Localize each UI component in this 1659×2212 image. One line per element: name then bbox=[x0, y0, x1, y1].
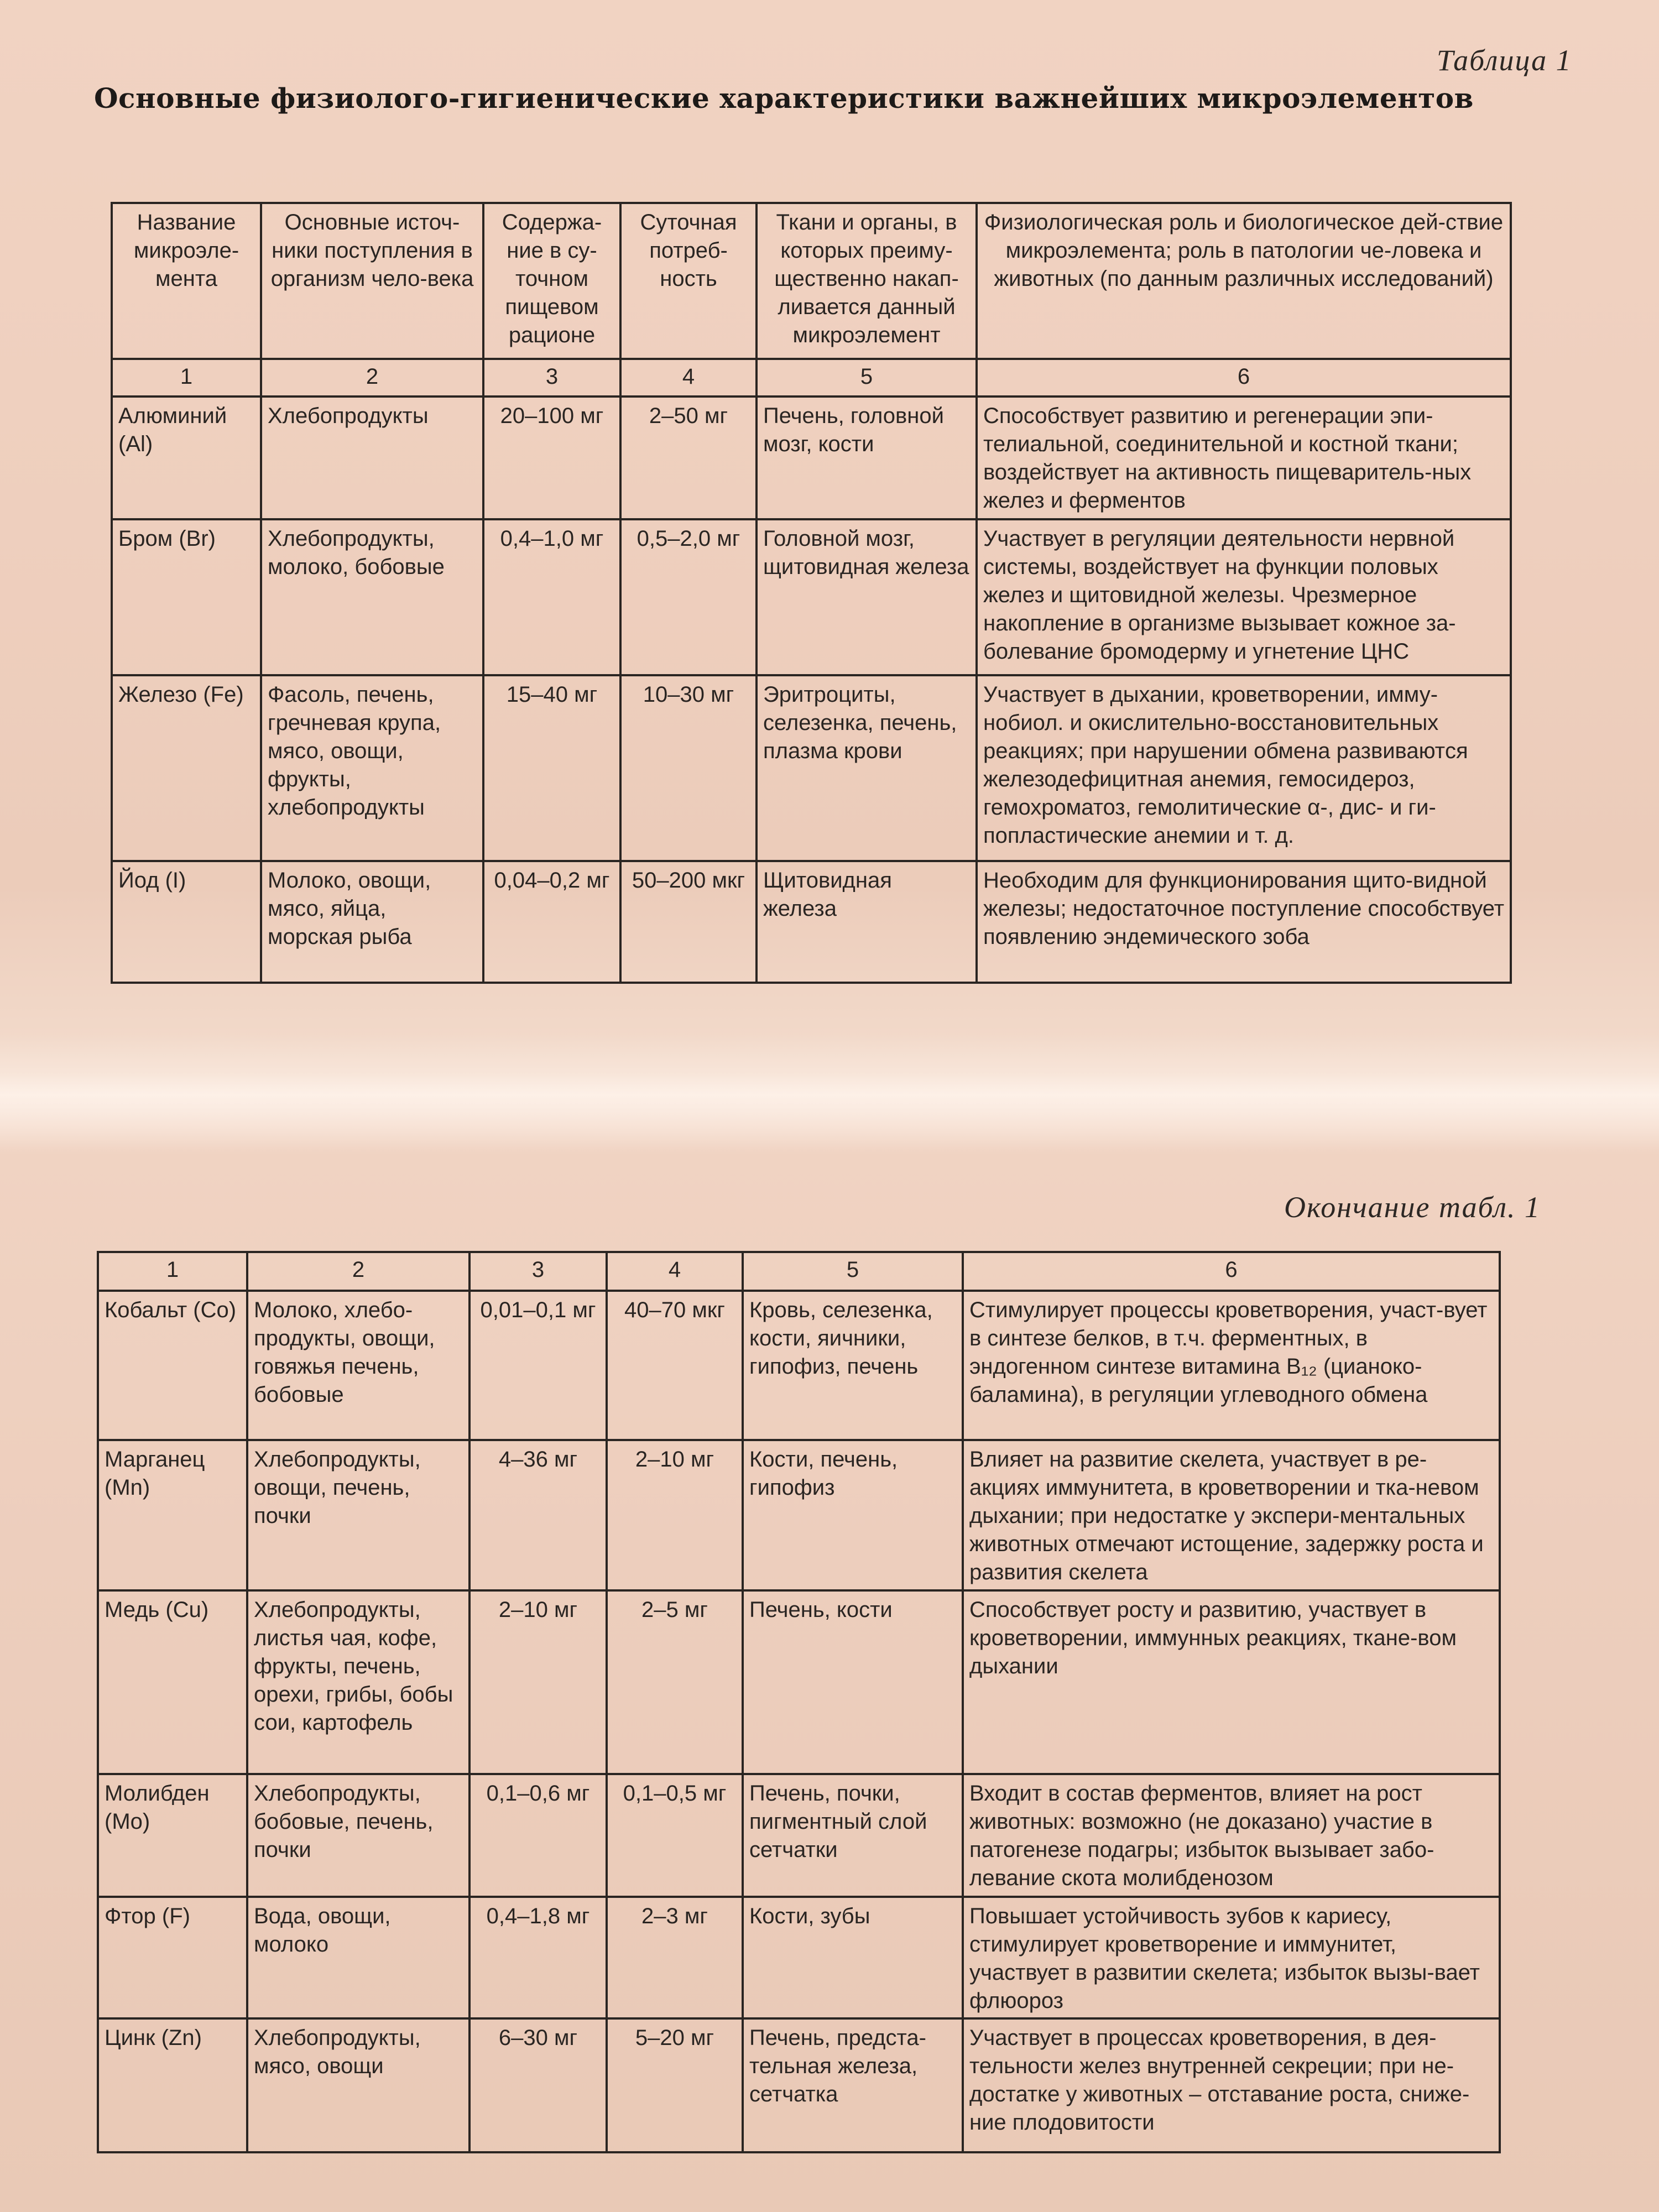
element-sources: Хлебопродукты bbox=[261, 397, 483, 519]
table-row bbox=[98, 2018, 1500, 2152]
element-sources: Фасоль, печень, гречневая крупа, мясо, овощи, фрукты, хлебопродукты bbox=[261, 675, 483, 861]
element-content: 0,04–0,2 мг bbox=[483, 861, 620, 983]
header-cell-sources: Основные источ-ники поступления в организм чело-века bbox=[261, 203, 483, 359]
element-role: Влияет на развитие скелета, участвует в ре-акциях иммунитета, в кроветворении и тка-невом дыхании; при недостатке у экспери-ментальных животных отмечают истощение, задержку роста и развития скелета bbox=[963, 1440, 1500, 1590]
element-need: 2–50 мг bbox=[620, 397, 757, 519]
table-continuation-label: Окончание табл. 1 bbox=[1284, 1191, 1541, 1224]
header-cell-content: Содержа-ние в су-точном пищевом рационе bbox=[483, 203, 620, 359]
element-content: 0,4–1,0 мг bbox=[483, 519, 620, 675]
column-number: 3 bbox=[469, 1252, 607, 1291]
element-sources: Молоко, овощи, мясо, яйца, морская рыба bbox=[261, 861, 483, 983]
element-name: Медь (Cu) bbox=[98, 1590, 247, 1774]
element-sources: Хлебопродукты, молоко, бобовые bbox=[261, 519, 483, 675]
element-content: 0,4–1,8 мг bbox=[469, 1897, 607, 2018]
table-row bbox=[98, 1440, 1500, 1590]
table-row bbox=[112, 519, 1511, 675]
element-name: Йод (I) bbox=[112, 861, 261, 983]
element-need: 2–3 мг bbox=[607, 1897, 743, 2018]
element-content: 6–30 мг bbox=[469, 2018, 607, 2152]
header-cell-name: Название микроэле-мента bbox=[112, 203, 261, 359]
element-need: 5–20 мг bbox=[607, 2018, 743, 2152]
element-need: 2–10 мг bbox=[607, 1440, 743, 1590]
element-tissues: Печень, предста-тельная железа, сетчатка bbox=[743, 2018, 963, 2152]
column-number: 1 bbox=[112, 359, 261, 397]
element-tissues: Печень, кости bbox=[743, 1590, 963, 1774]
element-need: 50–200 мкг bbox=[620, 861, 757, 983]
header-cell-need: Суточная потреб-ность bbox=[620, 203, 757, 359]
element-content: 15–40 мг bbox=[483, 675, 620, 861]
header-cell-role: Физиологическая роль и биологическое дей-ствие микроэлемента; роль в патологии че-ловека и животных (по данным различных исследований) bbox=[977, 203, 1511, 359]
table-row bbox=[112, 397, 1511, 519]
column-number: 6 bbox=[963, 1252, 1500, 1291]
column-number: 5 bbox=[743, 1252, 963, 1291]
column-number-row bbox=[98, 1252, 1500, 1291]
element-name: Марганец (Mn) bbox=[98, 1440, 247, 1590]
element-role: Участвует в дыхании, кроветворении, имму-нобиол. и окислительно-восстановительных реакциях; при нарушении обмена развиваютcя железодефицитная анемия, гемосидероз, гемохроматоз, гемолитические α-, дис- и ги-попластические анемии и т. д. bbox=[977, 675, 1511, 861]
element-name: Алюминий (Al) bbox=[112, 397, 261, 519]
microelements-table-part-1 bbox=[111, 202, 1512, 984]
element-role: Способствует росту и развитию, участвует в кроветворении, иммунных реакциях, ткане-вом дыхании bbox=[963, 1590, 1500, 1774]
element-need: 40–70 мкг bbox=[607, 1291, 743, 1440]
element-need: 0,1–0,5 мг bbox=[607, 1774, 743, 1897]
element-tissues: Печень, почки, пигментный слой сетчатки bbox=[743, 1774, 963, 1897]
element-role: Входит в состав ферментов, влияет на рост животных: возможно (не доказано) участие в патогенезе подагры; избыток вызывает забо-левание скота молибденозом bbox=[963, 1774, 1500, 1897]
column-number: 2 bbox=[261, 359, 483, 397]
element-role: Участвует в процессах кроветворения, в дея-тельности желез внутренней секреции; при не-достатке у животных – отставание роста, сниже-ние плодовитости bbox=[963, 2018, 1500, 2152]
column-number: 2 bbox=[247, 1252, 469, 1291]
table-row bbox=[112, 675, 1511, 861]
element-role: Повышает устойчивость зубов к кариесу, стимулирует кроветворение и иммунитет, участвует в развитии скелета; избыток вызы-вает флюороз bbox=[963, 1897, 1500, 2018]
element-tissues: Эритроциты, селезенка, печень, плазма крови bbox=[757, 675, 977, 861]
header-cell-tissues: Ткани и органы, в которых преиму-щественно накап-ливается данный микроэлемент bbox=[757, 203, 977, 359]
column-number: 4 bbox=[607, 1252, 743, 1291]
element-name: Кобальт (Co) bbox=[98, 1291, 247, 1440]
element-tissues: Кровь, селезенка, кости, яичники, гипофиз, печень bbox=[743, 1291, 963, 1440]
column-number: 4 bbox=[620, 359, 757, 397]
element-name: Фтор (F) bbox=[98, 1897, 247, 2018]
table-label: Таблица 1 bbox=[1437, 44, 1572, 77]
element-role: Стимулирует процессы кроветворения, участ-вует в синтезе белков, в т.ч. ферментных, в эндогенном синтезе витамина B₁₂ (цианоко-баламина), в регуляции углеводного обмена bbox=[963, 1291, 1500, 1440]
element-name: Бром (Br) bbox=[112, 519, 261, 675]
element-content: 0,1–0,6 мг bbox=[469, 1774, 607, 1897]
page-fold bbox=[0, 1034, 1659, 1156]
column-number: 1 bbox=[98, 1252, 247, 1291]
element-content: 20–100 мг bbox=[483, 397, 620, 519]
column-number: 3 bbox=[483, 359, 620, 397]
element-tissues: Кости, зубы bbox=[743, 1897, 963, 2018]
microelements-table-part-2 bbox=[97, 1251, 1501, 2153]
element-content: 4–36 мг bbox=[469, 1440, 607, 1590]
table-row bbox=[112, 861, 1511, 983]
element-sources: Молоко, хлебо-продукты, овощи, говяжья печень, бобовые bbox=[247, 1291, 469, 1440]
element-tissues: Головной мозг, щитовидная железа bbox=[757, 519, 977, 675]
element-name: Цинк (Zn) bbox=[98, 2018, 247, 2152]
table-heading: Основные физиолого-гигиенические характеристики важнейших микроэлементов bbox=[94, 82, 1474, 114]
element-role: Участвует в регуляции деятельности нервной системы, воздействует на функции половых желез и щитовидной железы. Чрезмерное накопление в организме вызывает кожное за-болевание бромодерму и угнетение ЦНС bbox=[977, 519, 1511, 675]
element-tissues: Печень, головной мозг, кости bbox=[757, 397, 977, 519]
column-number: 6 bbox=[977, 359, 1511, 397]
element-sources: Хлебопродукты, бобовые, печень, почки bbox=[247, 1774, 469, 1897]
column-number-row bbox=[112, 359, 1511, 397]
table-row bbox=[98, 1774, 1500, 1897]
element-tissues: Щитовидная железа bbox=[757, 861, 977, 983]
element-sources: Хлебопродукты, овощи, печень, почки bbox=[247, 1440, 469, 1590]
column-number: 5 bbox=[757, 359, 977, 397]
element-sources: Вода, овощи, молоко bbox=[247, 1897, 469, 2018]
table-row bbox=[98, 1897, 1500, 2018]
element-tissues: Кости, печень, гипофиз bbox=[743, 1440, 963, 1590]
element-role: Способствует развитию и регенерации эпи-телиальной, соединительной и костной ткани; воздействует на активность пищеваритель-ных желез и ферментов bbox=[977, 397, 1511, 519]
element-need: 10–30 мг bbox=[620, 675, 757, 861]
element-content: 0,01–0,1 мг bbox=[469, 1291, 607, 1440]
table-row bbox=[98, 1590, 1500, 1774]
element-sources: Хлебопродукты, листья чая, кофе, фрукты, печень, орехи, грибы, бобы сои, картофель bbox=[247, 1590, 469, 1774]
element-name: Молибден (Mo) bbox=[98, 1774, 247, 1897]
element-role: Необходим для функционирования щито-видной железы; недостаточное поступление способствует появлению эндемического зоба bbox=[977, 861, 1511, 983]
element-name: Железо (Fe) bbox=[112, 675, 261, 861]
element-need: 0,5–2,0 мг bbox=[620, 519, 757, 675]
table-row bbox=[98, 1291, 1500, 1440]
element-sources: Хлебопродукты, мясо, овощи bbox=[247, 2018, 469, 2152]
header-row bbox=[112, 203, 1511, 359]
element-need: 2–5 мг bbox=[607, 1590, 743, 1774]
element-content: 2–10 мг bbox=[469, 1590, 607, 1774]
